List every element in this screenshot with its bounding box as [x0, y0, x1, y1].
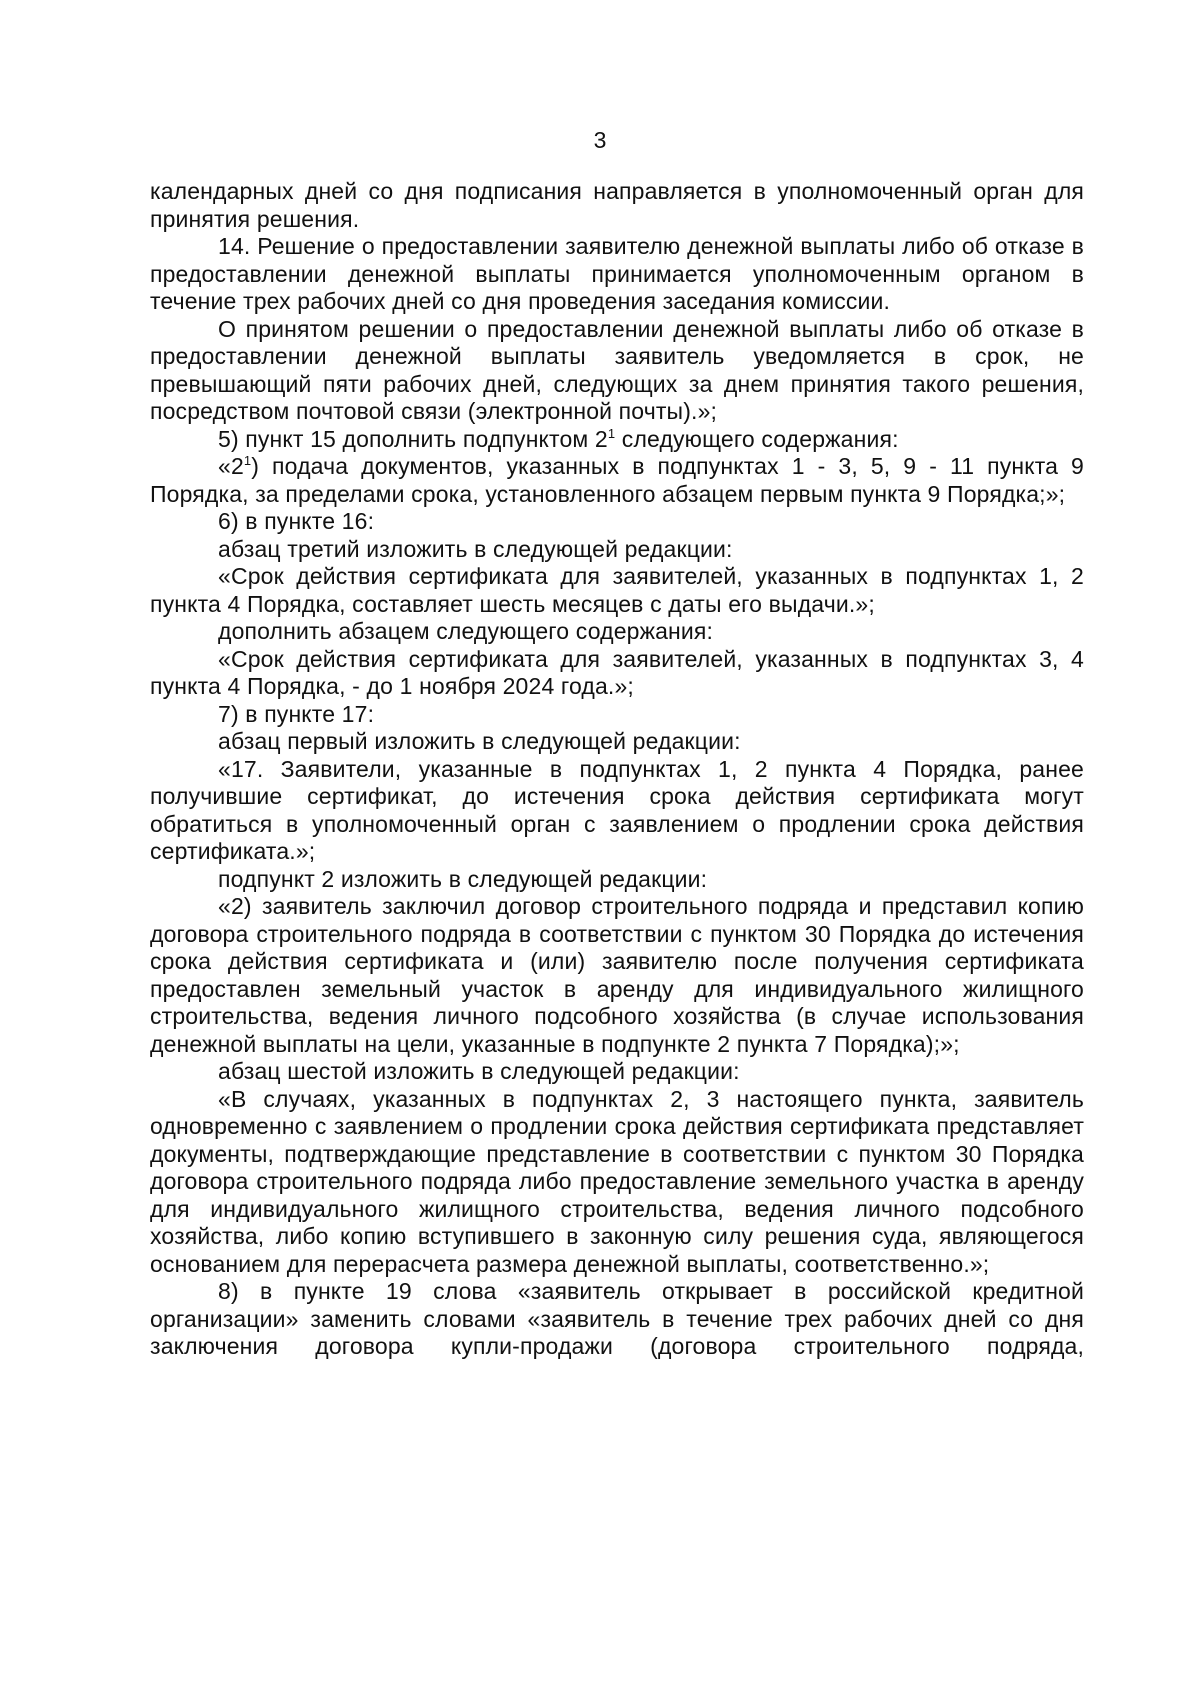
paragraph: подпункт 2 изложить в следующей редакции:	[218, 865, 708, 892]
paragraph: абзац третий изложить в следующей редакции:	[218, 535, 733, 562]
paragraph: абзац шестой изложить в следующей редакции:	[218, 1058, 740, 1084]
document-body	[150, 178, 1084, 1361]
paragraph: «Срок действия сертификата для заявителей, указанных в подпунктах 1, 2 пункта 4 Порядка, составляет шесть месяцев с даты его выдачи.»;	[150, 563, 1084, 617]
page-number: 3	[593, 127, 607, 153]
paragraph: 6) в пункте 16:	[218, 508, 375, 534]
paragraph-text: «2	[218, 453, 244, 479]
superscript: 1	[607, 425, 616, 441]
paragraph: 8) в пункте 19 слова «заявитель открывает в российской кредитной организации» заменить словами «заявитель в течение трех рабочих дней со дня заключения договора купли-продажи (договора строительного подряда,	[150, 1278, 1084, 1359]
paragraph: О принятом решении о предоставлении денежной выплаты либо об отказе в предоставлении денежной выплаты заявитель уведомляется в срок, не превышающий пяти рабочих дней, следующих за днем принятия такого решения, посредством почтовой связи (электронной почты).»;	[150, 315, 1084, 424]
paragraph: абзац первый изложить в следующей редакции:	[218, 728, 741, 754]
paragraph: календарных дней со дня подписания направляется в уполномоченный орган для принятия решения.	[150, 178, 1084, 232]
paragraph	[150, 426, 1084, 454]
paragraph: «В случаях, указанных в подпунктах 2, 3 настоящего пункта, заявитель одновременно с заявлением о продлении срока действия сертификата представляет документы, подтверждающие представление в соответствии с пунктом 30 Порядка договора строительного подряда либо предоставление земельного участка в аренду для индивидуального жилищного строительства, ведения личного подсобного хозяйства, либо копию вступившего в законную силу решения суда, являющегося основанием для перерасчета размера денежной выплаты, соответственно.»;	[150, 1085, 1084, 1277]
paragraph	[150, 453, 1084, 508]
paragraph: «Срок действия сертификата для заявителей, указанных в подпунктах 3, 4 пункта 4 Порядка, - до 1 ноября 2024 года.»;	[150, 645, 1084, 699]
paragraph: 7) в пункте 17:	[218, 700, 375, 727]
paragraph: 14. Решение о предоставлении заявителю денежной выплаты либо об отказе в предоставлении денежной выплаты принимается уполномоченным органом в течение трех рабочих дней со дня проведения заседания комиссии.	[150, 233, 1084, 314]
paragraph: дополнить абзацем следующего содержания:	[218, 618, 714, 644]
paragraph: «17. Заявители, указанные в подпунктах 1, 2 пункта 4 Порядка, ранее получившие сертификат, до истечения срока действия сертификата могут обратиться в уполномоченный орган с заявлением о продлении срока действия сертификата.»;	[150, 755, 1084, 864]
paragraph-text: 5) пункт 15 дополнить подпунктом 2	[218, 425, 608, 452]
paragraph-text: следующего содержания:	[615, 425, 899, 452]
paragraph: «2) заявитель заключил договор строительного подряда и представил копию договора строительного подряда в соответствии с пунктом 30 Порядка до истечения срока действия сертификата и (или) заявителю после получения сертификата предоставлен земельный участок в аренду для индивидуального жилищного строительства, ведения личного подсобного хозяйства (в случае использования денежной выплаты на цели, указанные в подпункте 2 пункта 7 Порядка);»;	[150, 893, 1084, 1057]
paragraph-text: ) подача документов, указанных в подпунктах 1 - 3, 5, 9 - 11 пункта 9 Порядка, за пределами срока, установленного абзацем первым пункта 9 Порядка;»;	[150, 453, 1084, 507]
superscript: 1	[243, 453, 252, 468]
